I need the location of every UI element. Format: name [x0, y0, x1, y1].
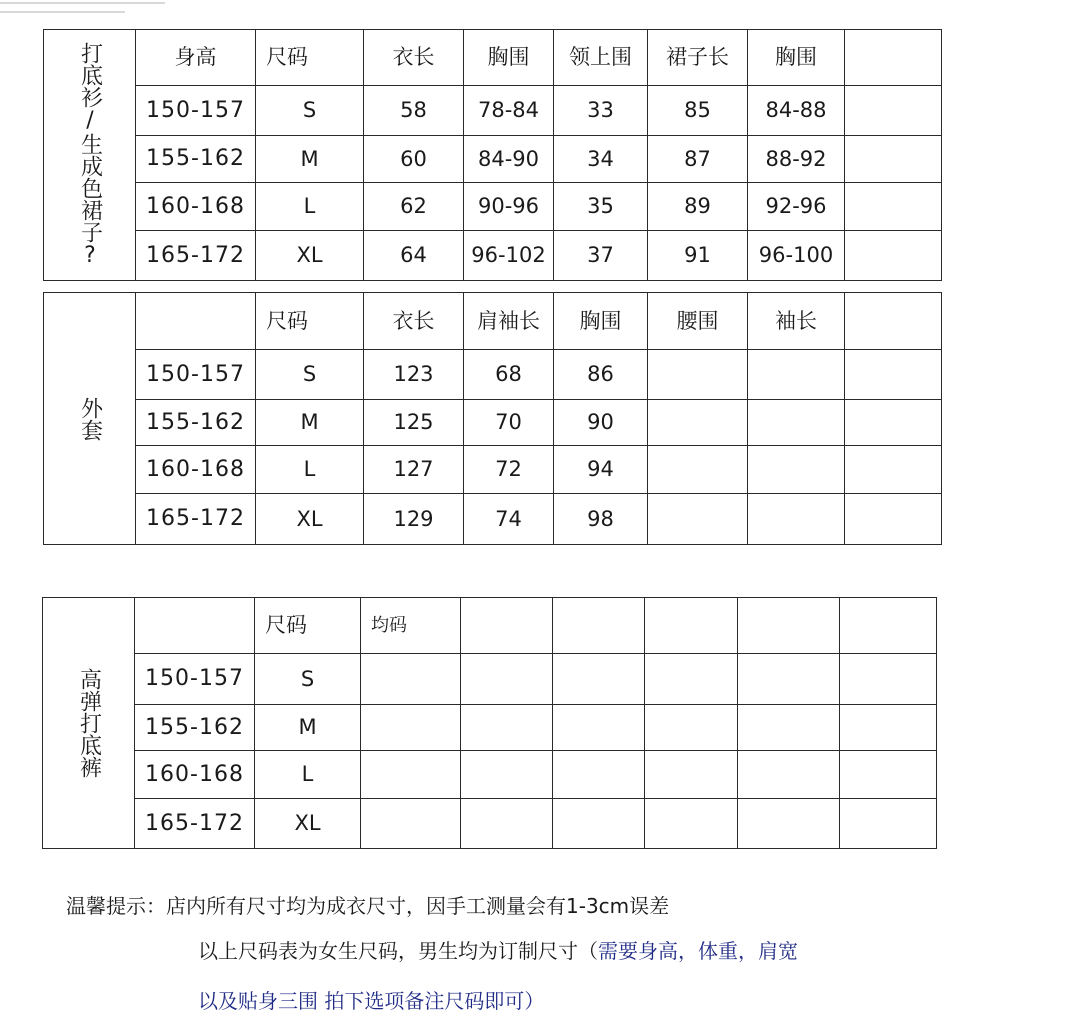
table-cell: S — [256, 350, 364, 400]
table-cell — [840, 799, 937, 849]
table-cell: 85 — [648, 86, 748, 136]
table-cell: 160-168 — [135, 751, 255, 799]
table-cell: S — [255, 654, 361, 705]
table-cell: 125 — [364, 400, 464, 446]
table-cell: 33 — [554, 86, 648, 136]
table-cell — [738, 751, 840, 799]
table-row — [44, 231, 942, 281]
table-cell — [361, 751, 461, 799]
table-cell: 150-157 — [136, 86, 256, 136]
table-cell: M — [256, 136, 364, 183]
table-cell: 35 — [554, 183, 648, 231]
table-row — [43, 751, 937, 799]
table-cell — [553, 799, 645, 849]
table-cell: 165-172 — [136, 494, 256, 545]
table-cell: S — [256, 86, 364, 136]
table-cell — [738, 799, 840, 849]
table-cell: 92-96 — [748, 183, 845, 231]
header-cell — [645, 598, 738, 654]
table-cell — [461, 751, 553, 799]
table-cell: 129 — [364, 494, 464, 545]
table-row — [43, 654, 937, 705]
header-cell: 尺码 — [256, 30, 364, 86]
table-cell: 58 — [364, 86, 464, 136]
table-row — [44, 494, 942, 545]
table-row — [44, 86, 942, 136]
table-cell — [748, 494, 845, 545]
size-table-tops — [43, 29, 942, 281]
table-row — [44, 350, 942, 400]
table-cell: 84-88 — [748, 86, 845, 136]
header-cell — [135, 598, 255, 654]
table-title: 外套 — [44, 293, 136, 545]
table-cell: 72 — [464, 446, 554, 494]
header-cell: 腰围 — [648, 293, 748, 350]
table-cell — [840, 705, 937, 751]
table-cell: 96-102 — [464, 231, 554, 281]
table-cell: 64 — [364, 231, 464, 281]
table-cell: 155-162 — [135, 705, 255, 751]
table-cell — [645, 654, 738, 705]
header-cell: 均码 — [361, 598, 461, 654]
table-cell: XL — [256, 494, 364, 545]
table-cell: 62 — [364, 183, 464, 231]
table-cell — [648, 350, 748, 400]
table-cell: 74 — [464, 494, 554, 545]
table-cell: 60 — [364, 136, 464, 183]
table-cell — [845, 183, 942, 231]
table-cell — [845, 136, 942, 183]
table-cell: 94 — [554, 446, 648, 494]
table-cell: 123 — [364, 350, 464, 400]
header-cell: 衣长 — [364, 293, 464, 350]
table-cell — [845, 494, 942, 545]
table-row — [44, 446, 942, 494]
header-cell: 袖长 — [748, 293, 845, 350]
table-cell: 150-157 — [135, 654, 255, 705]
table-cell: XL — [256, 231, 364, 281]
table-cell — [461, 799, 553, 849]
table-row — [43, 799, 937, 849]
table-cell: 89 — [648, 183, 748, 231]
table-cell — [840, 654, 937, 705]
header-cell: 领上围 — [554, 30, 648, 86]
header-cell: 衣长 — [364, 30, 464, 86]
header-cell — [845, 293, 942, 350]
note-line-1: 温馨提示：店内所有尺寸均为成衣尺寸，因手工测量会有1-3cm误差 — [66, 894, 670, 918]
table-cell: 37 — [554, 231, 648, 281]
header-cell: 尺码 — [255, 598, 361, 654]
table-cell — [361, 799, 461, 849]
table-cell: 165-172 — [136, 231, 256, 281]
table-cell: 98 — [554, 494, 648, 545]
table-row — [44, 400, 942, 446]
table-cell: 70 — [464, 400, 554, 446]
header-cell — [461, 598, 553, 654]
header-cell — [840, 598, 937, 654]
table-cell: 87 — [648, 136, 748, 183]
header-cell: 胸围 — [464, 30, 554, 86]
table-cell — [748, 350, 845, 400]
table-cell — [361, 705, 461, 751]
table-cell: 96-100 — [748, 231, 845, 281]
table-cell: 90 — [554, 400, 648, 446]
table-cell: 68 — [464, 350, 554, 400]
table-cell: 78-84 — [464, 86, 554, 136]
table-cell — [738, 705, 840, 751]
table-row — [44, 136, 942, 183]
table-cell: 84-90 — [464, 136, 554, 183]
table-cell — [738, 654, 840, 705]
table-cell: 91 — [648, 231, 748, 281]
note-line-2 — [198, 935, 798, 964]
table-cell — [845, 350, 942, 400]
header-cell — [136, 293, 256, 350]
table-cell — [648, 400, 748, 446]
table-cell: 155-162 — [136, 400, 256, 446]
table-cell: 160-168 — [136, 446, 256, 494]
table-cell — [845, 231, 942, 281]
table-cell — [648, 446, 748, 494]
table-cell: M — [256, 400, 364, 446]
table-cell: 34 — [554, 136, 648, 183]
table-row — [44, 183, 942, 231]
table-cell — [845, 400, 942, 446]
table-cell — [645, 751, 738, 799]
header-cell — [738, 598, 840, 654]
header-cell: 胸围 — [554, 293, 648, 350]
table-cell: 90-96 — [464, 183, 554, 231]
table-cell — [645, 799, 738, 849]
table-cell — [748, 446, 845, 494]
top-edge-artifact — [0, 0, 165, 14]
size-table-coat — [43, 292, 942, 545]
table-cell — [648, 494, 748, 545]
table-cell — [645, 705, 738, 751]
table-cell: L — [255, 751, 361, 799]
table-cell — [840, 751, 937, 799]
table-cell: 150-157 — [136, 350, 256, 400]
table-cell: 160-168 — [136, 183, 256, 231]
table-cell: 86 — [554, 350, 648, 400]
table-cell: L — [256, 446, 364, 494]
note-line-3: 以及贴身三围 拍下选项备注尺码即可） — [198, 989, 545, 1013]
table-cell: M — [255, 705, 361, 751]
header-cell: 胸围 — [748, 30, 845, 86]
header-cell: 裙子长 — [648, 30, 748, 86]
header-cell: 尺码 — [256, 293, 364, 350]
note-line-2-highlight: 需要身高，体重，肩宽 — [598, 939, 798, 963]
table-cell: XL — [255, 799, 361, 849]
table-cell — [845, 86, 942, 136]
size-table-leggings — [42, 597, 937, 849]
table-cell — [845, 446, 942, 494]
table-cell: 127 — [364, 446, 464, 494]
header-cell: 身高 — [136, 30, 256, 86]
table-cell: 88-92 — [748, 136, 845, 183]
header-cell — [553, 598, 645, 654]
table-cell — [553, 654, 645, 705]
table-title: 打底衫/生成色裙子? — [44, 30, 136, 281]
table-cell — [361, 654, 461, 705]
table-title: 高弹打底裤 — [43, 598, 135, 849]
header-cell — [845, 30, 942, 86]
table-cell: 155-162 — [136, 136, 256, 183]
table-cell — [553, 705, 645, 751]
table-cell — [461, 654, 553, 705]
table-cell — [748, 400, 845, 446]
table-cell: L — [256, 183, 364, 231]
note-line-2-text: 以上尺码表为女生尺码，男生均为订制尺寸（ — [198, 939, 598, 963]
table-cell: 165-172 — [135, 799, 255, 849]
table-row — [43, 705, 937, 751]
table-cell — [461, 705, 553, 751]
header-cell: 肩袖长 — [464, 293, 554, 350]
table-cell — [553, 751, 645, 799]
